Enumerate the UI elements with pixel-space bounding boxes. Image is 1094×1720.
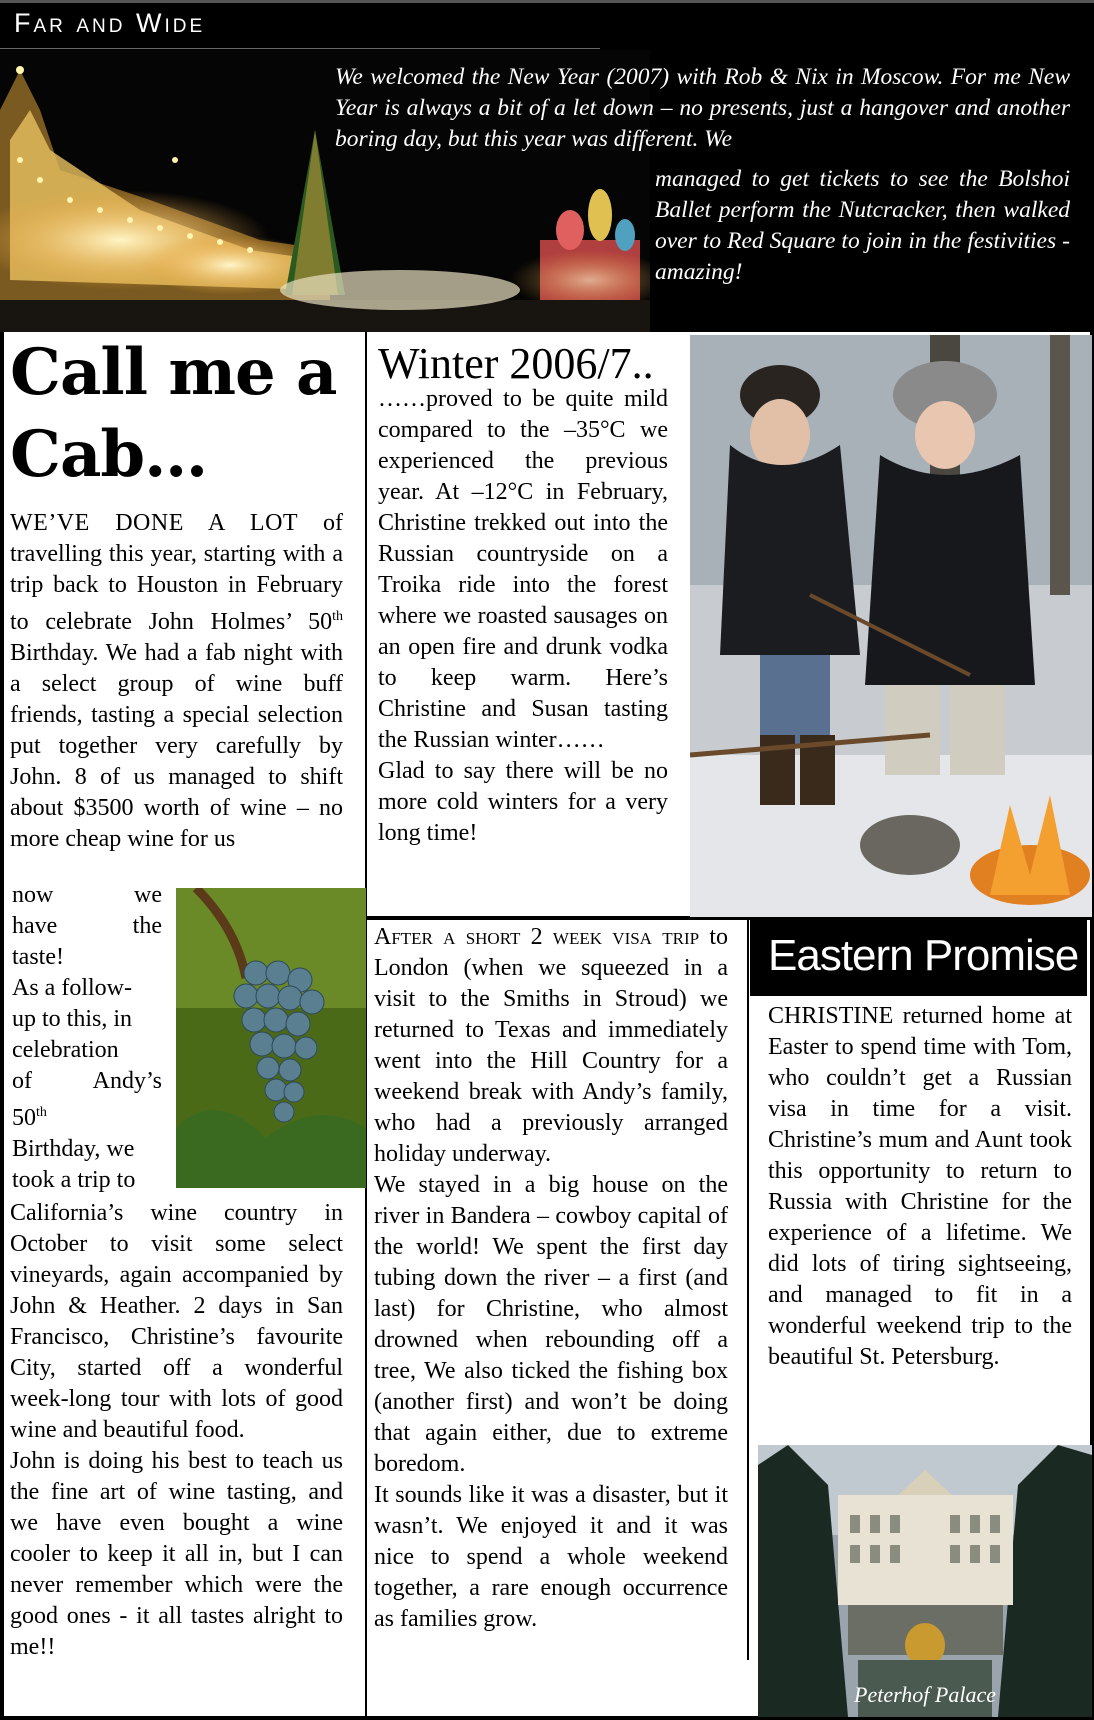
winter-paragraph-2: Glad to say there will be no more cold winters for a very long time! [378, 758, 668, 846]
cab-p2-sup: th [36, 1105, 47, 1120]
cab-p2-word: of [12, 1068, 32, 1094]
eastern-promise-text: CHRISTINE returned home at Easter to spend time with Tom, who couldn’t get a Russian visa in time for a visit. Christine’s mum and Aunt took this opportunity to return to Russia with Christine for the experience of a lifetime. We did lots of tiring sightseeing, and managed to fit in a wonderful weekend trip to the beautiful St. Petersburg. [768, 1003, 1072, 1370]
intro-text-top: We welcomed the New Year (2007) with Rob & Nix in Moscow. For me New Year is always a bit of a let down – no presents, just a hangover and another boring day, but this year was different. We [335, 64, 1070, 152]
cab-p1-text-a: of travelling this year, starting with a trip back to Houston in February to celebrate John Holmes’ 50 [10, 510, 343, 635]
masthead-rule [0, 48, 600, 49]
column-divider-2 [747, 920, 749, 1660]
visit-paragraph-2: We stayed in a big house on the river in Bandera – cowboy capital of the world! We spent the first day tubing down the river – a first (and last) for Christine, who almost drowned when rebounding off a tree, We also ticked the fishing box (another first) and won’t be doing that again either, due to extreme boredom. [374, 1172, 728, 1477]
cab-p2-line: As a follow- [12, 975, 132, 1001]
cab-p2-word: 50 [12, 1105, 36, 1131]
cab-p2-line: celebration [12, 1037, 119, 1063]
winter-campfire-photo [690, 335, 1092, 917]
masthead-title: Far and Wide [14, 8, 206, 38]
cab-p2-line: took a trip to [12, 1167, 136, 1193]
cab-p1-text-b: Birthday. We had a fab night with a select group of wine buff friends, tasting a special selection put together very carefully by John. 8 of us managed to shift about $3500 worth of wine – no more cheap wine for us [10, 640, 343, 852]
visit-paragraph-3: It sounds like it was a disaster, but it wasn’t. We enjoyed it and it was nice to spend a whole weekend together, a rare enough occurrence as families grow. [374, 1482, 728, 1632]
peterhof-palace-photo [758, 1445, 1092, 1717]
visit-p1-text: to London (when we squeezed in a visit to the Smiths in Stroud) we returned to Texas and immediately went into the Hill Country for a weekend break with Andy’s family, who had a previously arranged holiday underway. [374, 924, 728, 1167]
grapes-photo [176, 888, 366, 1188]
cab-p2-word: we [134, 882, 162, 908]
cab-p3-text: California’s wine country in October to visit some select vineyards, again accompanied by John & Heather. 2 days in San Francisco, Christine’s favourite City, started off a wonderful week-long tour with lots of good wine and beautiful food. [10, 1200, 343, 1443]
visit-lead-caps: After a short 2 week visa trip [374, 924, 700, 950]
cab-p2-line: up to this, in [12, 1006, 133, 1032]
winter-title: Winter 2006/7.. [378, 339, 654, 388]
cab-p1-sup: th [332, 609, 343, 624]
eastern-promise-title: Eastern Promise [768, 931, 1079, 980]
peterhof-caption: Peterhof Palace [854, 1682, 996, 1707]
winter-text [378, 384, 668, 849]
cab-paragraph-3 [10, 1198, 343, 1663]
cab-p2-word: taste! [12, 944, 64, 970]
cab-headline: Call me a Cab… [10, 335, 337, 492]
cab-p2-word: now [12, 882, 54, 908]
cab-paragraph-2 [12, 880, 162, 1196]
cab-p2-word: the [132, 913, 162, 939]
cab-paragraph-1 [10, 508, 343, 855]
frame-left [0, 332, 4, 1720]
cab-p2-line: Birthday, we [12, 1136, 135, 1162]
cab-p4-text: John is doing his best to teach us the fine art of wine tasting, and we have even bought a wine cooler to keep it all in, but I can never remember which were the good ones - it all tastes alright to me!! [10, 1448, 343, 1660]
cab-p2-word: have [12, 913, 58, 939]
cab-p2-word: Andy’s [92, 1068, 162, 1094]
cab-lead-caps: WE’VE DONE A LOT [10, 510, 299, 536]
winter-paragraph-1: ……proved to be quite mild compared to the –35°C we experienced the previous year. At –12°C in February, Christine trekked out into the Russian countryside on a Troika ride into the forest where we roasted sausages on an open fire and drunk vodka to keep warm. Here’s Christine and Susan tasting the Russian winter…… [378, 386, 668, 753]
texas-visit-text [374, 922, 728, 1635]
intro-text-bottom: managed to get tickets to see the Bolshoi Ballet perform the Nutcracker, then walked over to Red Square to join in the festivities - amazing! [655, 166, 1070, 285]
moscow-banner [0, 50, 1094, 332]
